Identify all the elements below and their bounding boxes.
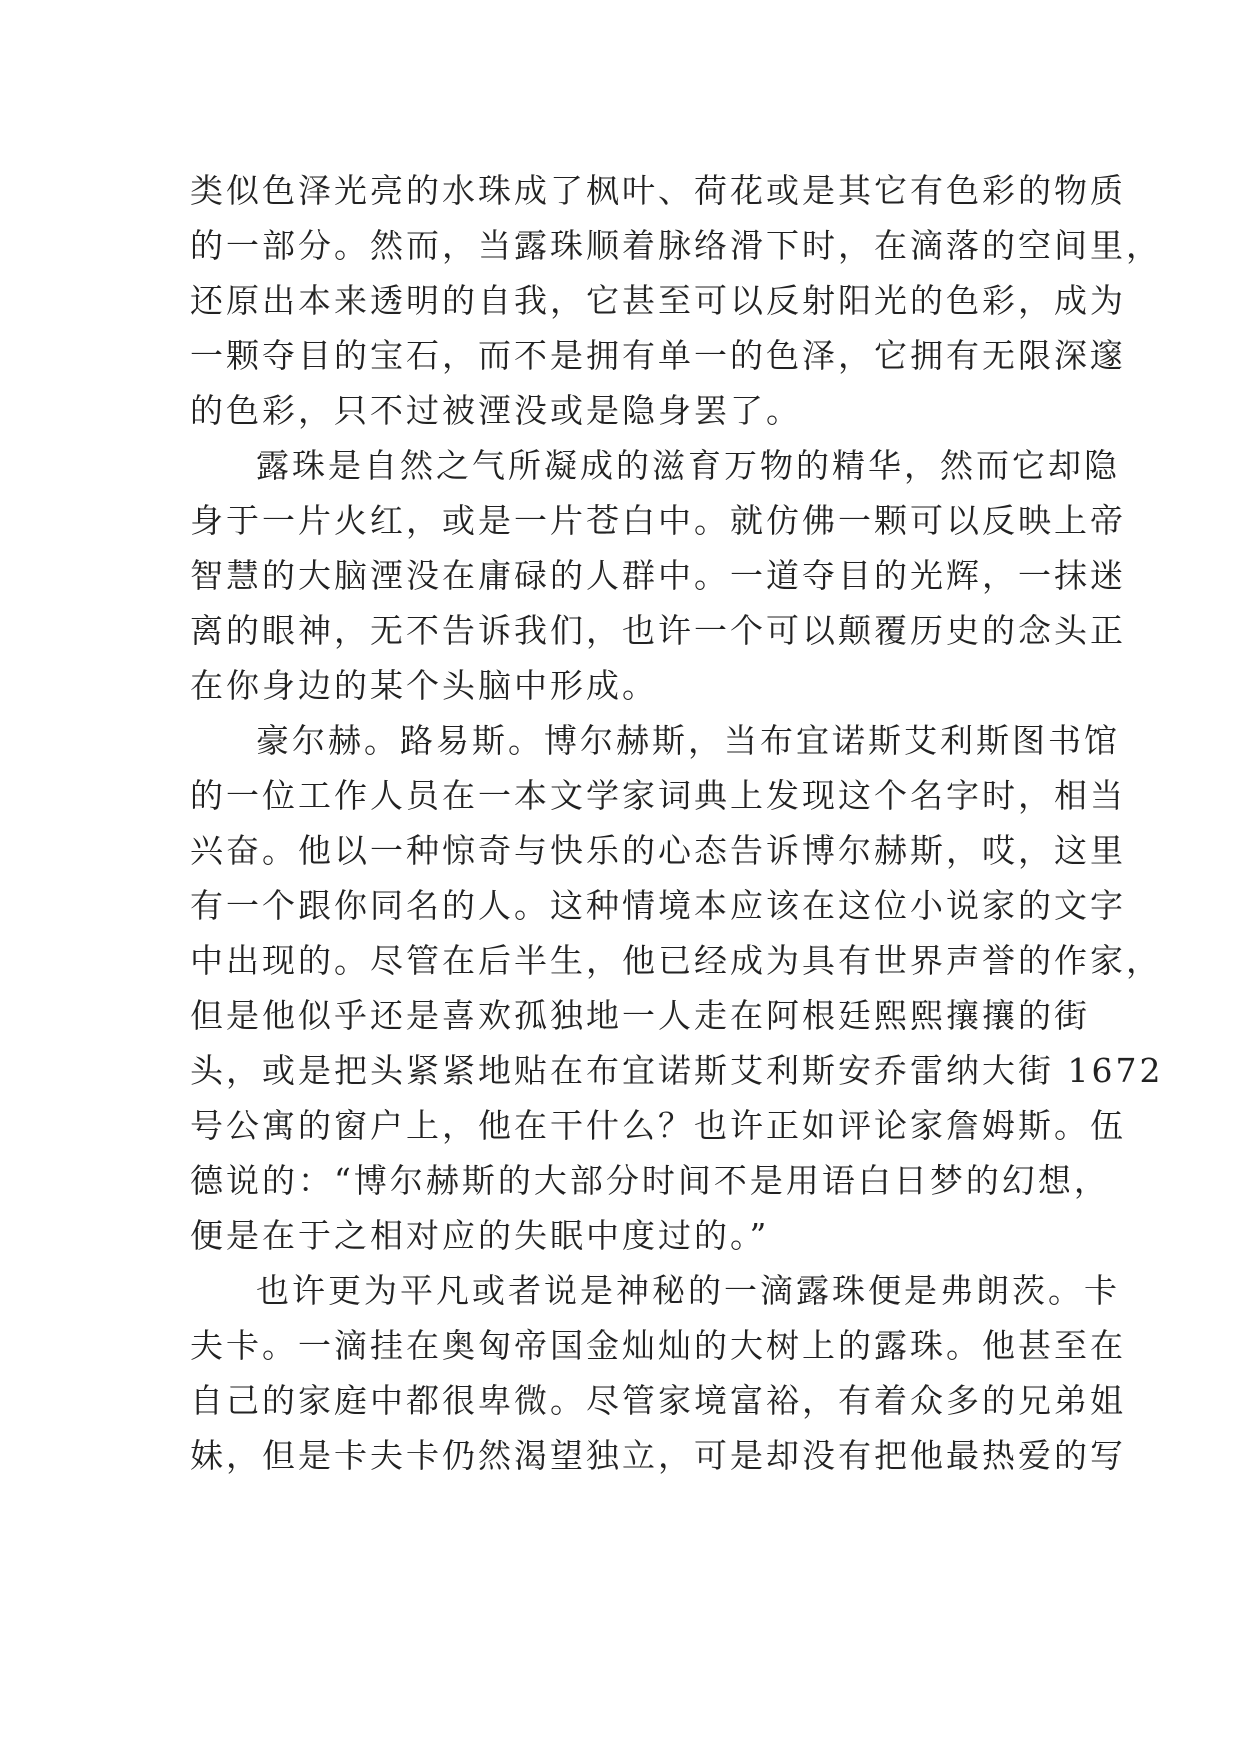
text-line: 有一个跟你同名的人。这种情境本应该在这位小说家的文字 [190,886,1126,925]
text-line: 在你身边的某个头脑中形成。 [190,666,658,705]
text-line: 豪尔赫。路易斯。博尔赫斯，当布宜诺斯艾利斯图书馆 [256,721,1120,760]
text-line: 类似色泽光亮的水珠成了枫叶、荷花或是其它有色彩的物质 [190,171,1126,210]
text-line: 智慧的大脑湮没在庸碌的人群中。一道夺目的光辉，一抹迷 [190,556,1126,595]
text-line: 离的眼神，无不告诉我们，也许一个可以颠覆历史的念头正 [190,611,1126,650]
text-line: 的色彩，只不过被湮没或是隐身罢了。 [190,391,802,430]
text-line: 身于一片火红，或是一片苍白中。就仿佛一颗可以反映上帝 [190,501,1126,540]
text-line: 但是他似乎还是喜欢孤独地一人走在阿根廷熙熙攘攘的街 [190,996,1090,1035]
text-line: 妹，但是卡夫卡仍然渴望独立，可是却没有把他最热爱的写 [190,1436,1126,1475]
text-line: 也许更为平凡或者说是神秘的一滴露珠便是弗朗茨。卡 [256,1271,1120,1310]
text-line: 的一位工作人员在一本文学家词典上发现这个名字时，相当 [190,776,1126,815]
text-line: 号公寓的窗户上，他在干什么？也许正如评论家詹姆斯。伍 [190,1106,1126,1145]
text-line: 夫卡。一滴挂在奥匈帝国金灿灿的大树上的露珠。他甚至在 [190,1326,1126,1365]
text-line: 还原出本来透明的自我，它甚至可以反射阳光的色彩，成为 [190,281,1126,320]
body-text [190,163,1164,1483]
text-line: 德说的：“博尔赫斯的大部分时间不是用语白日梦的幻想， [190,1161,1110,1200]
text-line: 中出现的。尽管在后半生，他已经成为具有世界声誉的作家， [190,941,1162,980]
text-line: 便是在于之相对应的失眠中度过的。” [190,1216,770,1255]
text-line: 露珠是自然之气所凝成的滋育万物的精华，然而它却隐 [256,446,1120,485]
text-line: 一颗夺目的宝石，而不是拥有单一的色泽，它拥有无限深邃 [190,336,1126,375]
text-line: 自己的家庭中都很卑微。尽管家境富裕，有着众多的兄弟姐 [190,1381,1126,1420]
text-line: 的一部分。然而，当露珠顺着脉络滑下时，在滴落的空间里， [190,226,1162,265]
text-line: 头，或是把头紧紧地贴在布宜诺斯艾利斯安乔雷纳大街 1672 [190,1051,1164,1090]
text-line: 兴奋。他以一种惊奇与快乐的心态告诉博尔赫斯，哎，这里 [190,831,1126,870]
